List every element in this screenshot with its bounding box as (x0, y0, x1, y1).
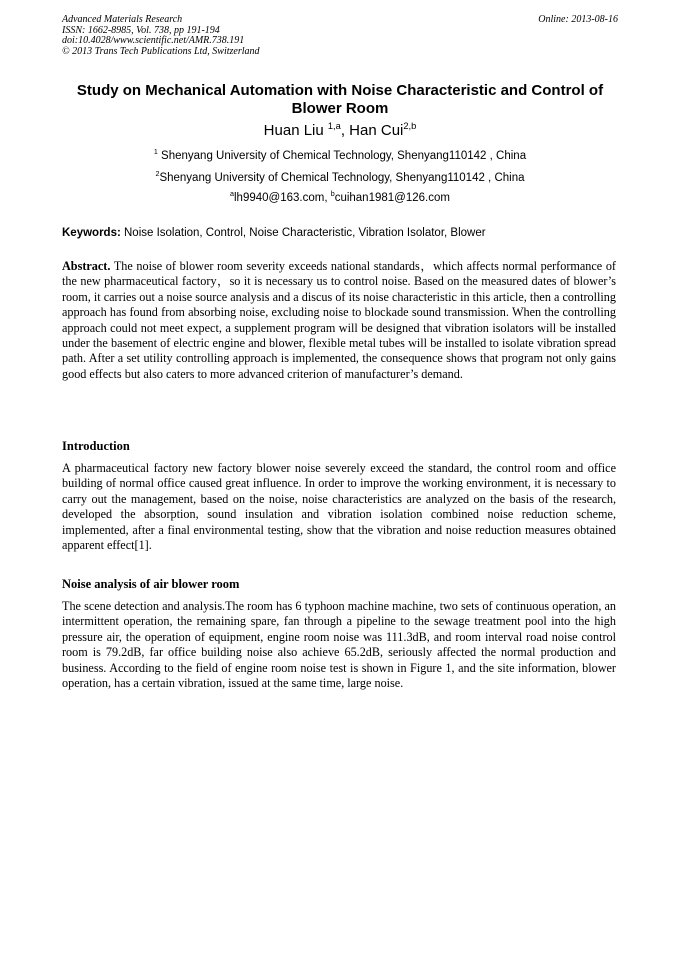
affiliation-text: Shenyang University of Chemical Technology, Shenyang110142 , China (159, 172, 525, 184)
email-address: lh9940@163.com, (234, 192, 331, 204)
journal-header (62, 15, 618, 57)
email-address: cuihan1981@126.com (334, 192, 450, 204)
author-separator: , (340, 122, 350, 139)
keywords-label: Keywords: (62, 227, 121, 239)
affiliation-marker: 2 (155, 170, 160, 179)
abstract-label: Abstract. (62, 259, 111, 273)
email-marker: b (330, 190, 335, 199)
section-heading-introduction: Introduction (62, 439, 130, 453)
affiliation-marker: 1 (153, 148, 158, 157)
abstract-paragraph (62, 259, 616, 382)
author-name: Huan Liu (263, 122, 324, 139)
doi-line: doi:10.4028/www.scientific.net/AMR.738.191 (62, 35, 245, 46)
introduction-paragraph: A pharmaceutical factory new factory blower noise severely exceed the standard, the control room and office building of normal office caused great influence. In order to improve the working environment, it is necessary to carry out the management, based on the noise, noise characteristics are analyzed on the basis of the research, developed the absorption, sound insulation and vibration isolation combined noise reduction scheme, implemented, after a final environmental testing, show that the vibration and noise reduction measures obtained apparent effect[1]. (62, 461, 616, 553)
author-affiliation-marker: 1,a (327, 121, 341, 131)
noise-analysis-paragraph: The scene detection and analysis.The room has 6 typhoon machine machine, two sets of continuous operation, an intermittent operation, the remaining spare, fan through a pipeline to the sewage treatment pool into the high pressure air, the operation of equipment, engine room noise was 111.3dB, and room interval road noise control room is 79.2dB, far office building noise also achieve 65.2dB, seriously affected the normal production and business. According to the field of engine room noise test is shown in Figure 1, and the site information, blower operation, has a certain vibration, issued at the same time, large noise. (62, 599, 616, 691)
affiliation-text: Shenyang University of Chemical Technology, Shenyang110142 , China (157, 150, 527, 162)
affiliation-2 (62, 171, 618, 185)
author-line (62, 122, 618, 140)
copyright-line: © 2013 Trans Tech Publications Ltd, Switzerland (62, 45, 260, 57)
author-affiliation-marker: 2,b (403, 121, 417, 131)
paper-title: Study on Mechanical Automation with Noise Characteristic and Control of Blower Room (76, 82, 604, 117)
email-line (62, 191, 618, 205)
journal-name: Advanced Materials Research (62, 14, 183, 25)
author-name: Han Cui (349, 122, 404, 139)
keywords-text: Noise Isolation, Control, Noise Characteristic, Vibration Isolator, Blower (120, 227, 486, 239)
section-heading-noise-analysis: Noise analysis of air blower room (62, 577, 240, 591)
issn-line: ISSN: 1662-8985, Vol. 738, pp 191-194 (62, 24, 220, 36)
affiliation-1 (62, 149, 618, 163)
abstract-text: The noise of blower room severity exceeds national standards，which affects normal performance of the new pharmaceutical factory，so it is necessary us to control noise. Based on the measured dates of blower’s room, it carries out a noise source analysis and a discus of its noise characteristic in this article, then a controlling approach has found from absorbing noise, excluding noise to blockade sound transmission. When the controlling approach could not meet expect, a supplement program will be designed that vibration isolators will be installed under the basement of electric engine and blower, flexible metal tubes will be installed to isolate vibration spread path. After a set utility controlling approach is implemented, the consequence shows that program not only gains good effects but also caters to more advanced criterion of manufacturer’s demand. (62, 259, 616, 381)
online-date: Online: 2013-08-16 (538, 14, 618, 25)
email-marker: a (230, 190, 234, 199)
keywords-line (62, 226, 618, 240)
